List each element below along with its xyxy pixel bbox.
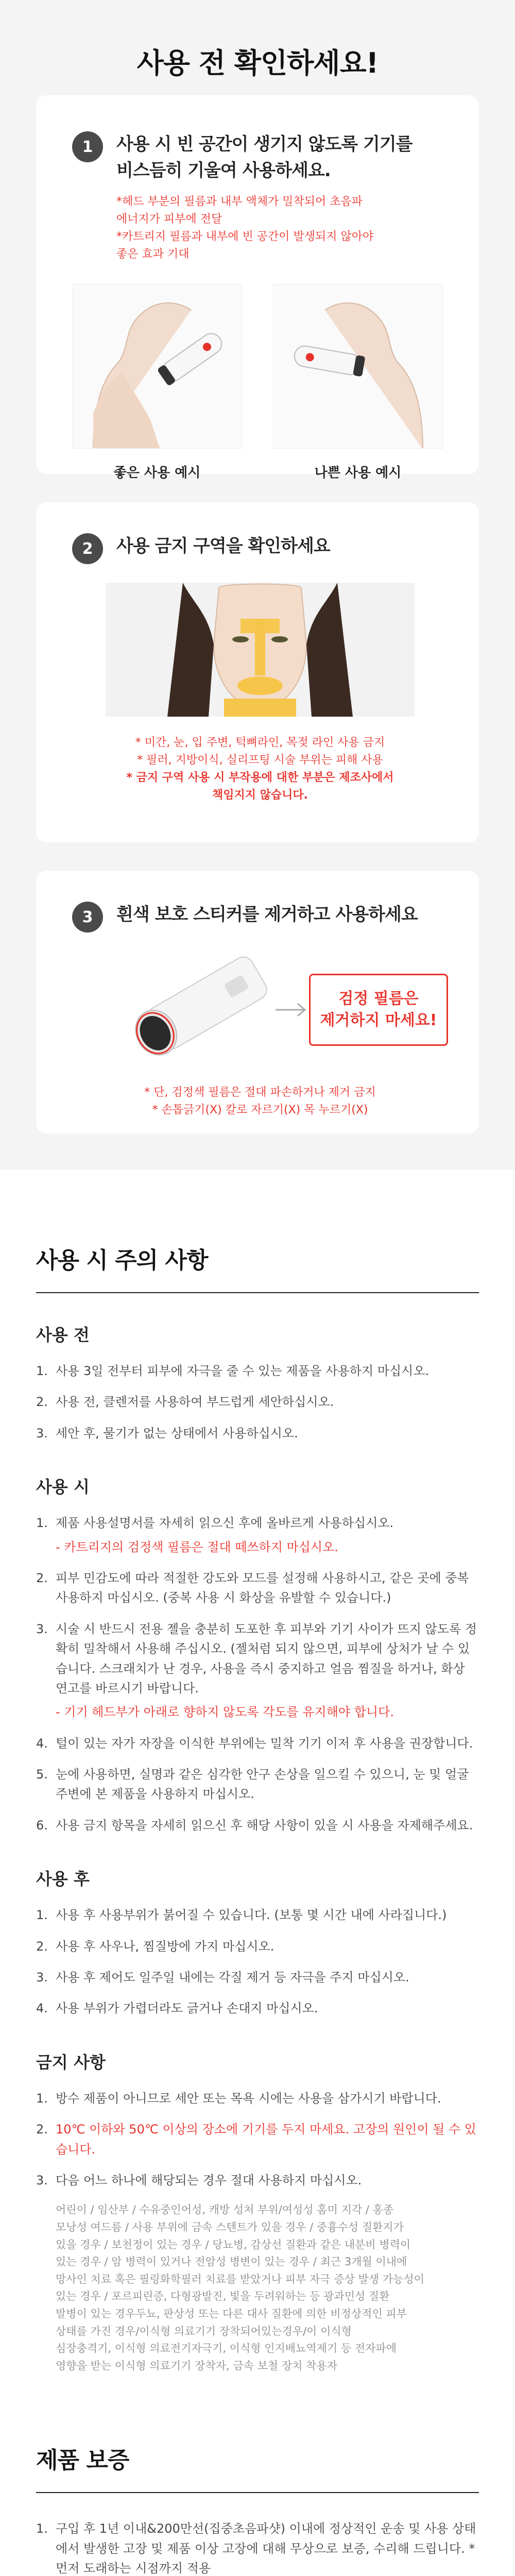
sticker-removal-visual bbox=[72, 948, 448, 1072]
good-example-label: 좋은 사용 예시 bbox=[113, 465, 201, 481]
warranty-title: 제품 보증 bbox=[36, 2447, 129, 2474]
list-item: 2. 사용 후 사우나, 찜질방에 가지 마십시오. bbox=[36, 1939, 274, 1954]
device-head-icon bbox=[103, 948, 278, 1072]
list-item: 1. 방수 제품이 아니므로 세안 또는 목욕 시에는 사용을 삼가시기 바랍니다. bbox=[36, 2091, 441, 2106]
during-use-subtitle: 사용 시 bbox=[36, 1477, 90, 1497]
usage-comparison bbox=[72, 284, 448, 481]
list-item: 6. 사용 금지 항목을 자세히 읽으신 후 해당 사항이 있을 시 사용을 자제해주세요. bbox=[36, 1818, 473, 1833]
step3-header bbox=[72, 902, 448, 933]
step-number-badge: 1 bbox=[72, 131, 103, 162]
divider bbox=[36, 1292, 479, 1293]
step1-card bbox=[36, 95, 479, 481]
cautions-title: 사용 시 주의 사항 bbox=[36, 1247, 208, 1274]
bad-example-image bbox=[273, 284, 443, 449]
after-use-list bbox=[36, 1905, 479, 2019]
list-item: 3. 사용 후 제어도 일주일 내에는 각질 제거 등 자극을 주지 마십시오. bbox=[36, 1970, 409, 1985]
list-item: 1. 사용 3일 전부터 피부에 자극을 줄 수 있는 제품을 사용하지 마십시오. bbox=[36, 1364, 430, 1378]
face-profile-good-icon bbox=[73, 284, 242, 449]
bad-example-label: 나쁜 사용 예시 bbox=[314, 465, 402, 481]
after-use-subtitle: 사용 후 bbox=[36, 1869, 90, 1889]
list-item: 1. 제품 사용설명서를 자세히 읽으신 후에 올바르게 사용하십시오. bbox=[36, 1516, 394, 1531]
list-item: 1. 구입 후 1년 이내&200만선(집중초음파샷) 이내에 정상적인 운송 및 사용 상태에서 발생한 고장 및 제품 이상 고장에 대해 무상으로 보증, 수리해 드립니다. *먼저 도래하는 시점까지 적용 bbox=[36, 2521, 476, 2576]
cautions-section bbox=[0, 1170, 515, 2375]
step3-title: 흰색 보호 스티커를 제거하고 사용하세요 bbox=[116, 904, 418, 925]
before-use-list bbox=[36, 1361, 479, 1443]
step3-notes: * 단, 검정색 필름은 절대 파손하거나 제거 금지 * 손톱긁기(X) 칼로 자르기(X) 목 누르기(X) bbox=[144, 1086, 376, 1117]
list-item: 2. 피부 민감도에 따라 적절한 강도와 모드를 설정해 사용하시고, 같은 곳에 중복 사용하지 마십시오. (중복 사용 시 화상을 유발할 수 있습니다.) bbox=[36, 1570, 469, 1605]
step3-card bbox=[36, 871, 479, 1133]
step2-card bbox=[36, 502, 479, 842]
arrow-right-icon bbox=[273, 994, 309, 1025]
divider bbox=[36, 2492, 479, 2493]
list-item: 2. 10℃ 이하와 50℃ 이상의 장소에 기기를 두지 마세요. 고장의 원인이 될 수 있습니다. bbox=[36, 2122, 476, 2157]
before-use-subtitle: 사용 전 bbox=[36, 1325, 90, 1345]
prohibited-subtitle: 금지 사항 bbox=[36, 2052, 106, 2072]
step2-title: 사용 금지 구역을 확인하세요 bbox=[116, 536, 330, 556]
list-item: 4. 털이 있는 자가 자장을 이식한 부위에는 밀착 기기 이저 후 사용을 권장합니다. bbox=[36, 1736, 473, 1751]
during-use-list bbox=[36, 1513, 479, 1835]
step1-notes: *헤드 부분의 필름과 내부 액체가 밀착되어 초음파 에너지가 피부에 전달 *카트리지 필름과 내부에 빈 공간이 발생되지 않아야 좋은 효과 기대 bbox=[116, 195, 374, 261]
step-number-badge: 3 bbox=[72, 902, 103, 933]
good-example bbox=[72, 284, 242, 481]
face-zone-image bbox=[106, 583, 415, 717]
good-example-image bbox=[72, 284, 242, 449]
warranty-list bbox=[36, 2519, 479, 2576]
step1-header bbox=[72, 131, 448, 184]
page-title: 사용 전 확인하세요! bbox=[136, 47, 379, 79]
list-item: - 카트리지의 검정색 필름은 절대 떼쓰하지 마십시오. bbox=[56, 1539, 338, 1554]
list-item: 2. 사용 전, 클렌저를 사용하여 부드럽게 세안하십시오. bbox=[36, 1395, 334, 1410]
list-item: 4. 사용 부위가 가렵더라도 긁거나 손대지 마십시오. bbox=[36, 2001, 318, 2016]
list-item: 5. 눈에 사용하면, 실명과 같은 심각한 안구 손상을 일으킬 수 있으니, 눈 및 얼굴 주변에 본 제품을 사용하지 마십시오. bbox=[36, 1767, 469, 1802]
prohibited-list bbox=[36, 2089, 479, 2191]
list-item: 3. 시술 시 반드시 전용 젤을 충분히 도포한 후 피부와 기기 사이가 뜨지 않도록 정확히 밀착해서 사용해 주십시오. (젤처럼 되지 않으면, 피부에 상처가 날 수 있습니다. 스크래치가 난 경우, 사용을 즉시 중지하고 얼음 찜질을 하거나, 화상 연고를 바르시기 바랍니다. bbox=[36, 1621, 477, 1696]
face-zone-icon bbox=[106, 583, 415, 717]
list-item: 1. 사용 후 사용부위가 붉어질 수 있습니다. (보통 몇 시간 내에 사라집니다.) bbox=[36, 1908, 447, 1923]
bad-example bbox=[273, 284, 443, 481]
step-number-badge: 2 bbox=[72, 533, 103, 564]
list-item: 3. 세안 후, 물기가 없는 상태에서 사용하십시오. bbox=[36, 1426, 298, 1440]
step2-header bbox=[72, 533, 448, 564]
list-item: - 기기 헤드부가 아래로 향하지 않도록 각도를 유지해야 합니다. bbox=[56, 1705, 394, 1720]
warning-callout: 검정 필름은 제거하지 마세요! bbox=[309, 974, 448, 1046]
step2-notes: * 미간, 눈, 입 주변, 턱뼈라인, 목젖 라인 사용 금지 * 필러, 지방이식, 실리프팅 시술 부위는 피해 사용 * 금지 구역 사용 시 부작용에 대한 부분은 제조사에서 책임지지 않습니다. bbox=[126, 736, 394, 802]
prohibited-detail: 어린이 / 임산부 / 수유중인어성, 캐방 성처 부위/여성성 홈미 지각 / 홍종 모낭성 여드름 / 사용 부위에 금속 스텐트가 있을 경우 / 중흉수성 질환지가 있을 경우 / 보천정이 있는 경우 / 당뇨병, 감상선 질환과 같은 내분비 병력이 있는 경우 / 암 병력이 있거나 전암성 병변이 있는 경우 / 최근 3개월 이내에 망사인 치료 혹은 필링화학필러 치료를 받았거나 피부 자극 증상 발생 가능성이 있는 경우 / 포르피린증, 다형광발진, 빛을 두려워하는 등 광과민성 질환 발병이 있는 경우두뇨, 판상성 또는 다른 대사 질환에 의한 비정상적인 피부 상태를 가진 경우/이식형 의료기기 장착되어있는경우/이 이식형 심장충격기, 이식형 의료전기자극기, 이식형 인지배뇨역제기 등 전자파에 영향을 받는 이식형 의료기기 장착자, 금속 보철 장치 착용자 bbox=[56, 2204, 424, 2372]
warranty-section bbox=[0, 2375, 515, 2576]
face-profile-bad-icon bbox=[273, 284, 443, 449]
before-use-section bbox=[0, 0, 515, 1170]
list-item: 3. 다음 어느 하나에 해당되는 경우 절대 사용하지 마십시오. bbox=[36, 2173, 362, 2188]
step1-title: 사용 시 빈 공간이 생기지 않도록 기기를 비스듬히 기울여 사용하세요. bbox=[116, 134, 413, 181]
